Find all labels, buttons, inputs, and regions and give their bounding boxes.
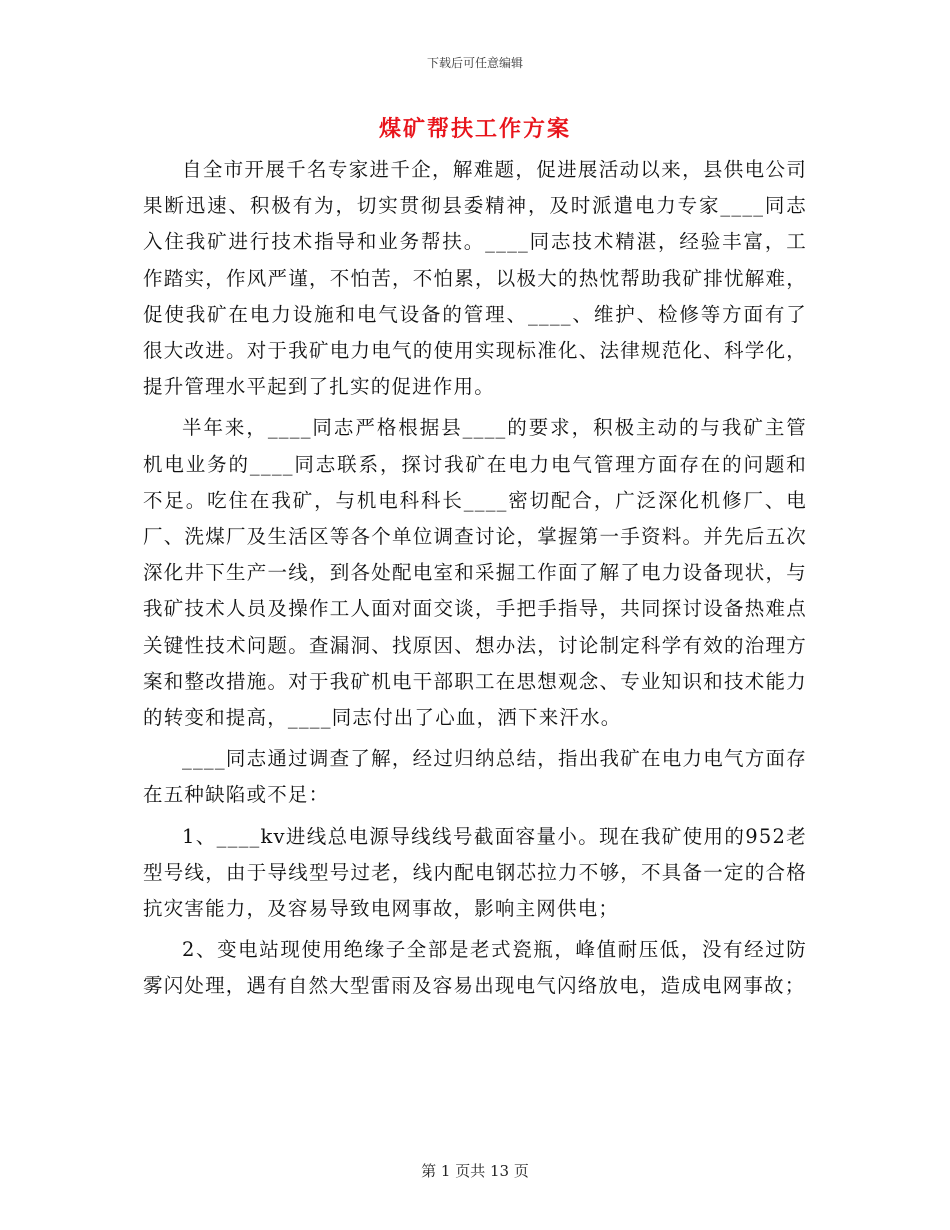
document-title: 煤矿帮扶工作方案: [378, 116, 571, 142]
document-body: [143, 152, 807, 1010]
header-note: 下载后可任意编辑: [426, 56, 523, 70]
list-item-2: 2、变电站现使用绝缘子全部是老式瓷瓶，峰值耐压低，没有经过防雾闪处理，遇有自然大型雷雨及容易出现电气闪络放电，造成电网事故；: [143, 938, 807, 998]
page-indicator: 第 1 页共 13 页: [421, 1162, 529, 1180]
paragraph-half-year: 半年来，____同志严格根据县____的要求，积极主动的与我矿主管机电业务的____同志联系，探讨我矿在电力电气管理方面存在的问题和不足。吃住在我矿，与机电科科长____密切配合，广泛深化机修厂、电厂、洗煤厂及生活区等各个单位调查讨论，掌握第一手资料。并先后五次深化井下生产一线，到各处配电室和采掘工作面了解了电力设备现状，与我矿技术人员及操作工人面对面交谈，手把手指导，共同探讨设备热难点关键性技术问题。查漏洞、找原因、想办法，讨论制定科学有效的治理方案和整改措施。对于我矿机电干部职工在思想观念、专业知识和技术能力的转变和提高，____同志付出了心血，洒下来汗水。: [143, 416, 807, 730]
paragraph-summary: ____同志通过调查了解，经过归纳总结，指出我矿在电力电气方面存在五种缺陷或不足：: [143, 747, 807, 807]
paragraph-intro: 自全市开展千名专家进千企，解难题，促进展活动以来，县供电公司果断迅速、积极有为，切实贯彻县委精神，及时派遣电力专家____同志入住我矿进行技术指导和业务帮扶。____同志技术精湛，经验丰富，工作踏实，作风严谨，不怕苦，不怕累，以极大的热忱帮助我矿排忧解难，促使我矿在电力设施和电气设备的管理、____、维护、检修等方面有了很大改进。对于我矿电力电气的使用实现标准化、法律规范化、科学化，提升管理水平起到了扎实的促进作用。: [143, 158, 807, 399]
list-item-1: 1、____kv进线总电源导线线号截面容量小。现在我矿使用的952老型号线，由于导线型号过老，线内配电钢芯拉力不够，不具备一定的合格抗灾害能力，及容易导致电网事故，影响主网供电；: [143, 824, 807, 921]
